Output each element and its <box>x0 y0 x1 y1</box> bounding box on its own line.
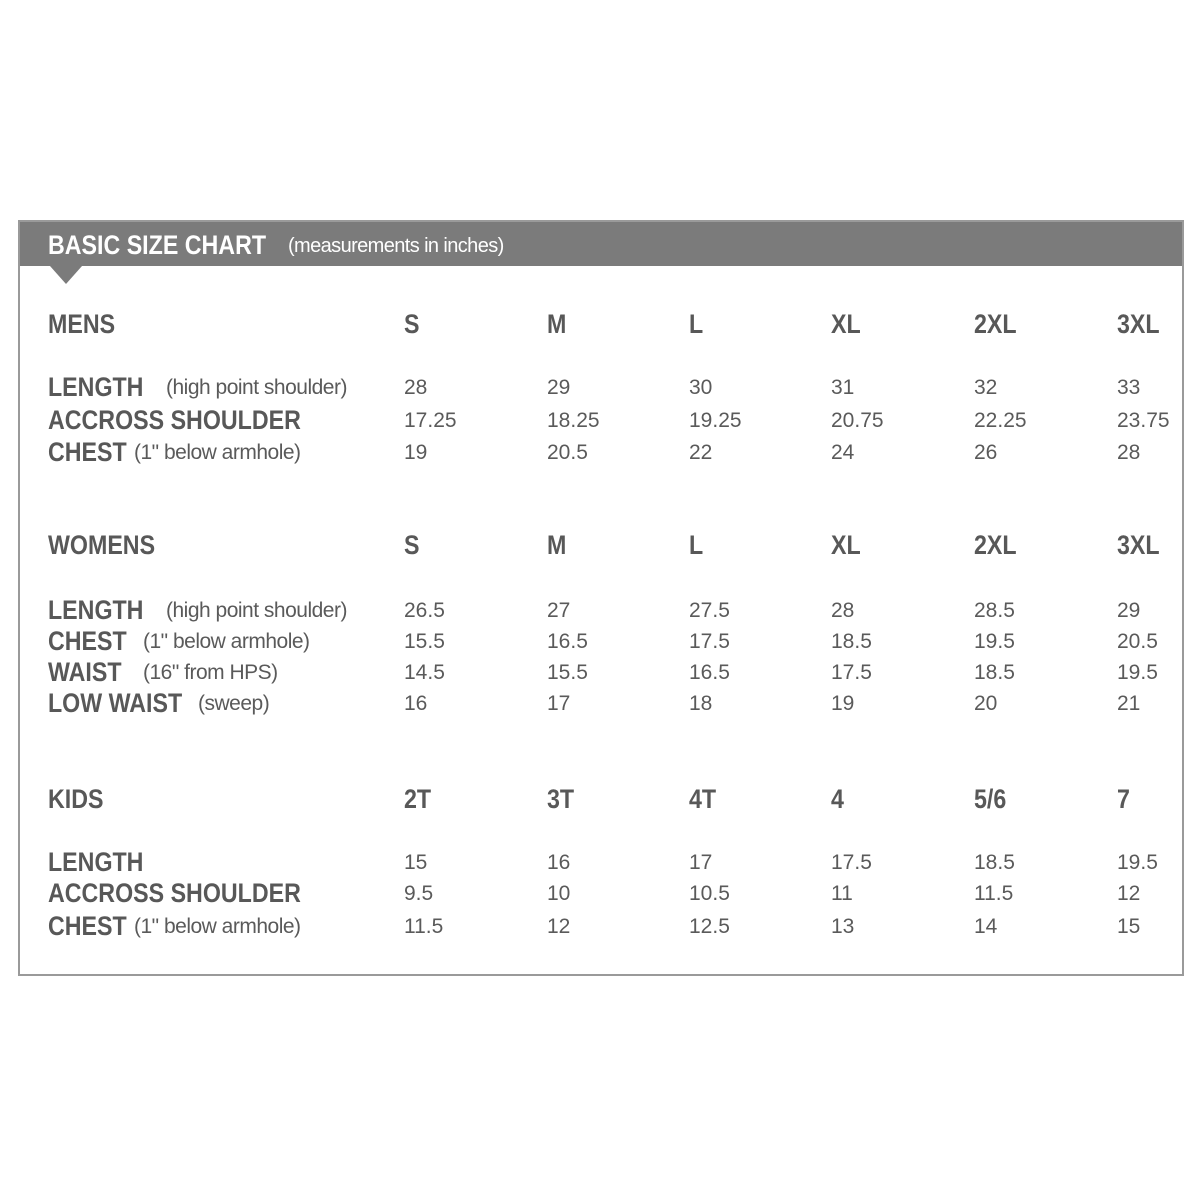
table-cell: 16 <box>404 692 428 715</box>
table-cell: 28 <box>831 599 855 622</box>
table-cell: 18.5 <box>831 630 872 653</box>
womens-size-head: L <box>689 530 704 560</box>
kids-row-length <box>20 846 1182 878</box>
table-cell: 14 <box>974 915 998 938</box>
table-cell: 11.5 <box>404 915 444 938</box>
table-cell: 15 <box>404 851 428 874</box>
table-cell: 17.25 <box>404 409 457 432</box>
table-cell: 15.5 <box>404 630 445 653</box>
table-cell: 19.25 <box>689 409 742 432</box>
table-cell: 29 <box>547 376 571 399</box>
mens-section-title: MENS <box>48 309 116 339</box>
table-cell: 33 <box>1117 376 1141 399</box>
size-chart-title: BASIC SIZE CHART <box>48 230 267 260</box>
table-cell: 16 <box>547 851 571 874</box>
kids-size-head: 4T <box>689 784 717 814</box>
table-cell: 29 <box>1117 599 1141 622</box>
table-cell: 24 <box>831 441 855 464</box>
table-cell: 17.5 <box>831 851 872 874</box>
kids-size-head: 4 <box>831 784 844 814</box>
table-cell: 12.5 <box>689 915 730 938</box>
womens-section-title: WOMENS <box>48 530 156 560</box>
womens-row-chest <box>20 625 1182 657</box>
kids-size-header-row <box>20 783 1182 815</box>
table-cell: 19.5 <box>1117 851 1158 874</box>
table-cell: 18.5 <box>974 661 1015 684</box>
mens-size-head: M <box>547 309 567 339</box>
table-cell: 19 <box>831 692 855 715</box>
table-cell: 16.5 <box>547 630 588 653</box>
table-cell: 18 <box>689 692 713 715</box>
kids-size-head: 2T <box>404 784 432 814</box>
table-cell: 22.25 <box>974 409 1027 432</box>
table-cell: 30 <box>689 376 713 399</box>
table-cell: 20.5 <box>1117 630 1158 653</box>
row-note: (16" from HPS) <box>143 661 278 684</box>
table-cell: 14.5 <box>404 661 445 684</box>
mens-row-chest <box>20 436 1182 468</box>
table-cell: 18.25 <box>547 409 600 432</box>
table-cell: 27.5 <box>689 599 730 622</box>
row-label: CHEST <box>48 626 127 656</box>
table-cell: 12 <box>547 915 571 938</box>
table-cell: 10.5 <box>689 882 730 905</box>
table-cell: 12 <box>1117 882 1141 905</box>
kids-size-head: 5/6 <box>974 784 1007 814</box>
table-cell: 23.75 <box>1117 409 1170 432</box>
table-cell: 32 <box>974 376 998 399</box>
table-cell: 17 <box>689 851 713 874</box>
table-cell: 16.5 <box>689 661 730 684</box>
row-label: WAIST <box>48 657 122 687</box>
row-note: (1" below armhole) <box>134 915 301 938</box>
table-cell: 19.5 <box>974 630 1015 653</box>
table-cell: 27 <box>547 599 571 622</box>
table-cell: 21 <box>1117 692 1141 715</box>
row-note: (high point shoulder) <box>166 599 347 622</box>
kids-size-head: 7 <box>1117 784 1130 814</box>
size-chart-card <box>18 220 1184 976</box>
mens-size-head: L <box>689 309 704 339</box>
table-cell: 17.5 <box>831 661 872 684</box>
table-cell: 9.5 <box>404 882 434 905</box>
table-cell: 20.5 <box>547 441 588 464</box>
womens-size-head: S <box>404 530 420 560</box>
table-cell: 19.5 <box>1117 661 1158 684</box>
table-cell: 18.5 <box>974 851 1015 874</box>
table-cell: 15 <box>1117 915 1141 938</box>
row-label: CHEST <box>48 911 127 941</box>
womens-row-length <box>20 594 1182 626</box>
row-label: ACCROSS SHOULDER <box>48 405 301 435</box>
table-cell: 11.5 <box>974 882 1014 905</box>
mens-size-head: XL <box>831 309 861 339</box>
table-cell: 31 <box>831 376 855 399</box>
table-cell: 22 <box>689 441 713 464</box>
row-label: CHEST <box>48 437 127 467</box>
kids-row-shoulder <box>20 877 1182 909</box>
row-note: (high point shoulder) <box>166 376 347 399</box>
kids-section-title: KIDS <box>48 784 104 814</box>
womens-row-low-waist <box>20 687 1182 719</box>
mens-size-head: 3XL <box>1117 309 1160 339</box>
table-cell: 17 <box>547 692 571 715</box>
table-cell: 15.5 <box>547 661 588 684</box>
table-cell: 10 <box>547 882 571 905</box>
mens-size-header-row <box>20 308 1182 340</box>
kids-row-chest <box>20 910 1182 942</box>
table-cell: 20 <box>974 692 998 715</box>
womens-size-header-row <box>20 529 1182 561</box>
row-label: LOW WAIST <box>48 688 183 718</box>
row-note: (1" below armhole) <box>134 441 301 464</box>
row-label: LENGTH <box>48 847 144 877</box>
mens-size-head: 2XL <box>974 309 1017 339</box>
row-label: ACCROSS SHOULDER <box>48 878 301 908</box>
womens-row-waist <box>20 656 1182 688</box>
table-cell: 28 <box>1117 441 1141 464</box>
row-label: LENGTH <box>48 372 144 402</box>
womens-size-head: 3XL <box>1117 530 1160 560</box>
header-pointer-triangle <box>50 266 82 284</box>
table-cell: 28.5 <box>974 599 1015 622</box>
table-cell: 26.5 <box>404 599 445 622</box>
row-note: (1" below armhole) <box>143 630 310 653</box>
size-chart-subtitle: (measurements in inches) <box>288 235 504 257</box>
row-label: LENGTH <box>48 595 144 625</box>
table-cell: 20.75 <box>831 409 884 432</box>
womens-size-head: 2XL <box>974 530 1017 560</box>
size-chart-header <box>20 222 1182 266</box>
table-cell: 28 <box>404 376 428 399</box>
table-cell: 17.5 <box>689 630 730 653</box>
mens-row-shoulder <box>20 404 1182 436</box>
table-cell: 11 <box>831 882 853 905</box>
womens-size-head: XL <box>831 530 861 560</box>
table-cell: 26 <box>974 441 998 464</box>
mens-row-length <box>20 371 1182 403</box>
row-note: (sweep) <box>198 692 270 715</box>
mens-size-head: S <box>404 309 420 339</box>
womens-size-head: M <box>547 530 567 560</box>
table-cell: 19 <box>404 441 428 464</box>
kids-size-head: 3T <box>547 784 575 814</box>
table-cell: 13 <box>831 915 855 938</box>
